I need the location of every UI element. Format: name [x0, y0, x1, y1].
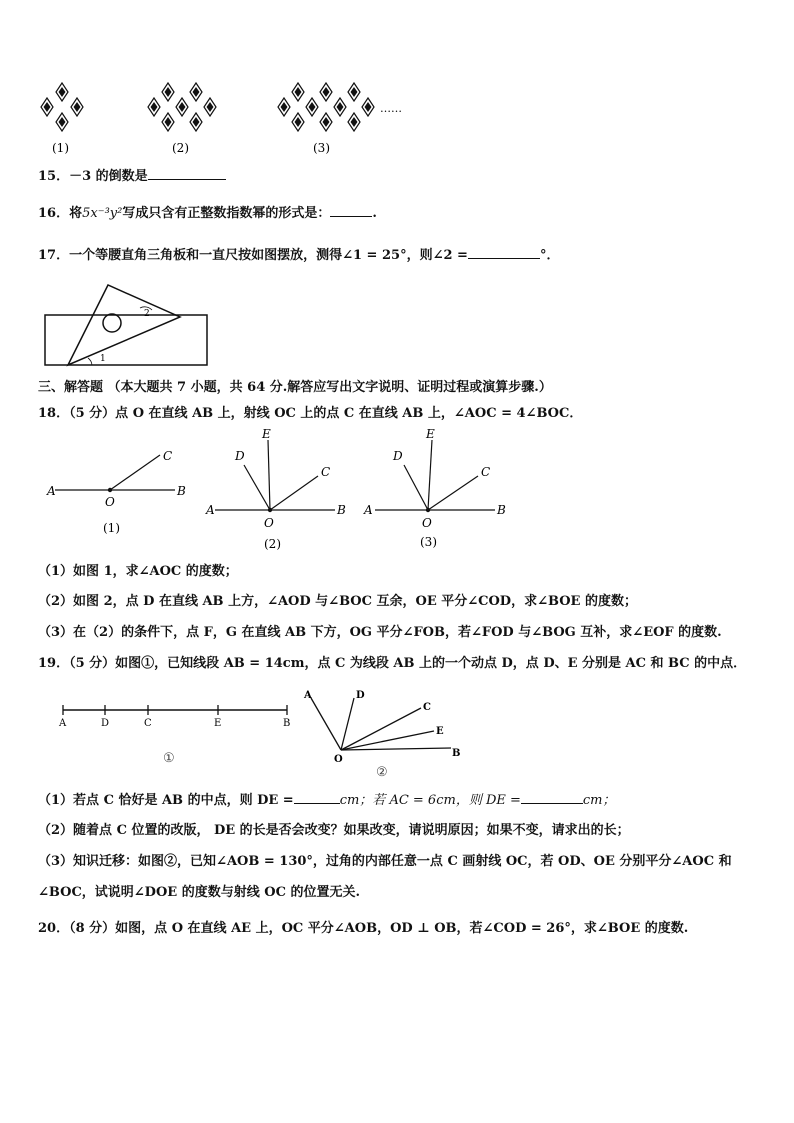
question-18-stem: 18．（5 分）点 O 在直线 AB 上，射线 OC 上的点 C 在直线 AB 上，∠AOC = 4∠BOC． [38, 406, 583, 421]
q18-f1-label-A: A [47, 484, 56, 498]
q19-part-3b: ∠BOC，试说明∠DOE 的度数与射线 OC 的位置无关. [38, 885, 360, 900]
q18-figure-1 [45, 440, 195, 540]
q16-end: . [372, 206, 377, 221]
pattern-3 [278, 83, 374, 131]
pattern-2 [148, 83, 216, 131]
q19-part-3a: （3）知识迁移：如图②，已知∠AOB = 130°，过角的内部任意一点 C 画射线 OC，若 OD、OE 分别平分∠AOC 和 [38, 854, 732, 869]
question-17 [38, 245, 559, 265]
question-16 [38, 203, 377, 223]
q18-figure-2 [200, 428, 360, 553]
q19-f2-label-C: C [423, 702, 431, 713]
q18-f2-label-O: O [264, 516, 274, 530]
q18-f2-label-B: B [337, 503, 346, 517]
q18-f3-label-D: D [393, 449, 403, 463]
q19-f2-label-A: A [304, 690, 312, 701]
q19-f1-label-A: A [59, 718, 67, 729]
q19-part-2: （2）随着点 C 位置的改版， DE 的长是否会改变？如果改变，请说明原因；如果不变，请求出的长； [38, 823, 630, 838]
q17-angle-2-label: 2 [144, 309, 150, 319]
q19-part1-text-b: cm；若 AC = 6cm，则 DE = [339, 793, 521, 808]
q19-figure-1 [55, 698, 300, 773]
q19-part-1 [38, 790, 616, 810]
q18-f3-label-C: C [481, 465, 491, 479]
q15-answer-blank[interactable] [148, 166, 226, 180]
q18-f1-label-C: C [163, 449, 173, 463]
q18-f1-label-O: O [105, 495, 115, 509]
q19-part1-blank-2[interactable] [521, 790, 583, 804]
q19-f1-label-C: C [144, 718, 152, 729]
q16-number: 16． [38, 206, 70, 221]
q17-number: 17． [38, 248, 70, 263]
q18-f2-caption: (2) [264, 537, 281, 551]
q18-f3-label-E: E [426, 428, 435, 441]
question-20: 20．（8 分）如图，点 O 在直线 AE 上，OC 平分∠AOB，OD ⊥ OB，若∠COD = 26°，求∠BOE 的度数. [38, 921, 689, 936]
q19-figure-2 [296, 686, 471, 781]
pattern-caption-3: (3) [313, 141, 330, 155]
q17-end: °． [539, 248, 560, 263]
q18-part-3: （3）在（2）的条件下，点 F，G 在直线 AB 下方，OG 平分∠FOB，若∠FOD 与∠BOG 互补，求∠EOF 的度数. [38, 625, 722, 640]
q18-f2-label-A: A [206, 503, 215, 517]
q17-answer-blank[interactable] [468, 245, 540, 259]
pattern-caption-1: (1) [52, 141, 69, 155]
q16-post: 写成只含有正整数指数幂的形式是： [122, 206, 331, 221]
q18-f3-label-B: B [497, 503, 506, 517]
q17-text: 一个等腰直角三角板和一直尺按如图摆放，测得∠1 = 25°，则∠2 = [69, 248, 468, 263]
q18-f2-label-E: E [262, 428, 271, 441]
q15-text: －3 的倒数是 [69, 169, 148, 184]
q18-part-2: （2）如图 2，点 D 在直线 AB 上方，∠AOD 与∠BOC 互余，OE 平分∠COD，求∠BOE 的度数； [38, 594, 637, 609]
q17-ruler-triangle-figure [40, 280, 215, 370]
q18-f3-label-A: A [364, 503, 373, 517]
pattern-ellipsis: …… [380, 102, 402, 115]
q19-f1-label-E: E [214, 718, 222, 729]
q18-f2-label-C: C [321, 465, 331, 479]
q18-f3-caption: (3) [420, 535, 437, 549]
q19-f1-label-B: B [283, 718, 291, 729]
q16-pre: 将 [69, 206, 83, 221]
pattern-1 [41, 83, 83, 131]
q19-part1-text-a: （1）若点 C 恰好是 AB 的中点，则 DE = [38, 793, 294, 808]
triangle-hole [103, 314, 121, 332]
diamond-pattern-figure [30, 72, 430, 162]
question-15 [38, 166, 226, 186]
q19-f1-caption: ① [163, 751, 175, 766]
q19-f2-label-D: D [356, 690, 365, 701]
q16-answer-blank[interactable] [330, 203, 372, 217]
q18-f1-label-B: B [177, 484, 186, 498]
pattern-caption-2: (2) [172, 141, 189, 155]
q15-number: 15． [38, 169, 70, 184]
q17-angle-1-label: 1 [100, 354, 106, 364]
question-19-stem: 19．（5 分）如图①，已知线段 AB = 14cm，点 C 为线段 AB 上的一个动点 D，点 D、E 分别是 AC 和 BC 的中点． [38, 656, 747, 671]
q18-f1-caption: (1) [103, 521, 120, 535]
q18-figure-3 [360, 428, 520, 553]
q19-f2-label-O: O [334, 754, 343, 765]
q19-f2-caption: ② [376, 765, 388, 780]
section-3-title: 三、解答题 （本大题共 7 小题，共 64 分.解答应写出文字说明、证明过程或演算步骤.） [38, 380, 552, 395]
triangle-ruler [68, 285, 180, 365]
q19-f2-label-E: E [436, 726, 444, 737]
q19-f1-label-D: D [101, 718, 110, 729]
q16-expression: 5x⁻³y² [82, 206, 123, 221]
q18-f2-label-D: D [235, 449, 245, 463]
q18-f3-label-O: O [422, 516, 432, 530]
q19-part1-text-c: cm； [582, 793, 616, 808]
q19-part1-blank-1[interactable] [294, 790, 340, 804]
q19-f2-label-B: B [452, 748, 461, 759]
q18-part-1: （1）如图 1，求∠AOC 的度数； [38, 564, 238, 579]
